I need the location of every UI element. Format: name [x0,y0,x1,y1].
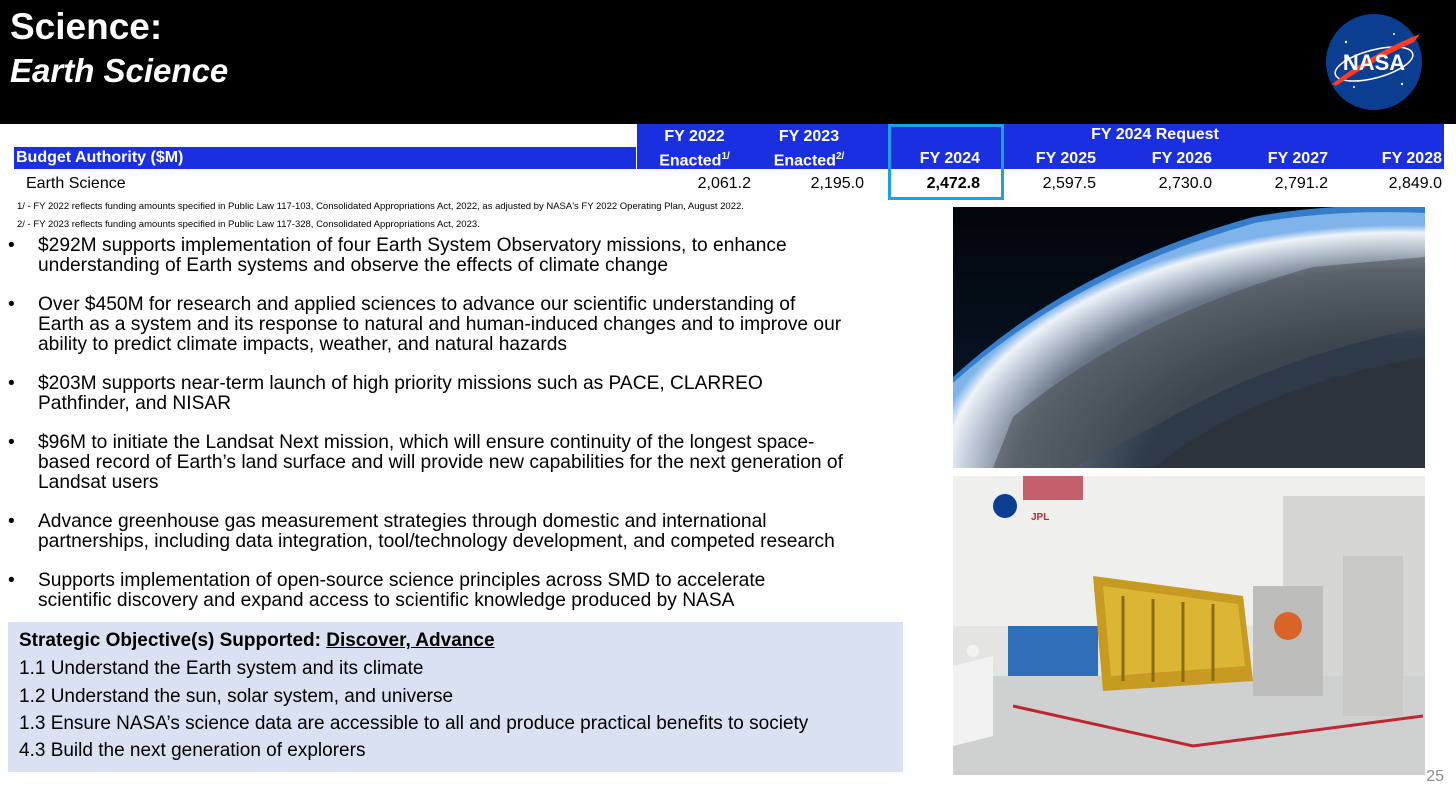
objective-item: 1.3 Ensure NASA’s science data are accessible to all and produce practical benefits to society [19,713,809,734]
bullet-dot-icon: • [8,235,15,256]
fy2024-highlight-box [888,124,1004,200]
value-fy2027: 2,791.2 [1274,175,1328,192]
row-label-earth-science: Earth Science [26,175,126,192]
bullet-dot-icon: • [8,570,15,591]
value-fy2026: 2,730.0 [1158,175,1212,192]
value-fy2025: 2,597.5 [1042,175,1096,192]
nasa-logo-icon [1324,12,1424,112]
satellite-cleanroom-photo [953,476,1425,775]
bullet-dot-icon: • [8,294,15,315]
year-fy2028: FY 2028 [1381,150,1442,167]
value-fy2024: 2,472.8 [926,175,980,192]
fy2023-year: FY 2023 [778,128,840,145]
bullet-item: • $292M supports implementation of four Earth System Observatory missions, to enhance understanding of Earth systems and observe the effects of climate change [8,235,787,276]
bullet-item: • $96M to initiate the Landsat Next mission, which will ensure continuity of the longest space- based record of Earth’s land surface and will provide new capabilities for the next generation of Landsat users [8,432,843,493]
footnote-1: 1/ - FY 2022 reflects funding amounts specified in Public Law 117-103, Consolidated Appropriations Act, 2022, as adjusted by NASA's FY 2022 Operating Plan, August 2022. [17,201,744,212]
value-fy2022: 2,061.2 [697,175,751,192]
bullet-item: • $203M supports near-term launch of high priority missions such as PACE, CLARREO Pathfinder, and NISAR [8,373,763,414]
value-fy2028: 2,849.0 [1388,175,1442,192]
earth-photo-svg [953,207,1425,468]
fy2024-request-title: FY 2024 Request [1091,126,1219,143]
year-fy2024: FY 2024 [919,150,980,167]
bullet-item: • Over $450M for research and applied sciences to advance our scientific understanding of Earth as a system and its response to natural and human-induced changes and to improve our ability to predict climate impacts, weather, and natural hazards [8,294,842,355]
objectives-heading-link: Discover, Advance [326,630,495,651]
earth-from-orbit-photo [953,207,1425,468]
title-bar [0,0,1456,124]
nasa-logo-text: NASA [1342,50,1406,75]
cleanroom-sign-text: JPL [1031,512,1050,523]
fy2022-year: FY 2022 [664,128,725,145]
cleanroom-photo-svg [953,476,1425,775]
budget-authority-label: Budget Authority ($M) [14,147,636,169]
objective-item: 4.3 Build the next generation of explorers [19,740,366,761]
fy2023-enacted: Enacted$^{2/}$ [773,151,845,170]
strategic-objectives-box [8,622,903,772]
value-fy2023: 2,195.0 [810,175,864,192]
fy2022-header [637,124,752,169]
footnote-2: 2/ - FY 2023 reflects funding amounts specified in Public Law 117-328, Consolidated Appropriations Act, 2023. [17,219,480,230]
bullet-dot-icon: • [8,432,15,453]
slide-subtitle: Earth Science [10,52,229,89]
year-fy2026: FY 2026 [1151,150,1212,167]
fy2023-header [752,124,866,169]
objective-item: 1.2 Understand the sun, solar system, and universe [19,686,454,707]
year-fy2027: FY 2027 [1267,150,1328,167]
year-fy2025: FY 2025 [1035,150,1096,167]
bullet-dot-icon: • [8,511,15,532]
bullet-dot-icon: • [8,373,15,394]
objective-item: 1.1 Understand the Earth system and its climate [19,658,424,679]
objectives-heading: Strategic Objective(s) Supported: Discover, Advance [19,630,495,651]
slide-title: Science: [10,6,163,47]
page-number: 25 [1426,768,1444,785]
bullet-list [0,236,946,630]
fy2022-enacted: Enacted$^{1/}$ [659,151,730,170]
bullet-item: • Advance greenhouse gas measurement strategies through domestic and international partnerships, including data integration, tool/technology development, and competed research [8,511,835,552]
bullet-item: • Supports implementation of open-source science principles across SMD to accelerate scientific discovery and expand access to scientific knowledge produced by NASA [8,570,766,611]
